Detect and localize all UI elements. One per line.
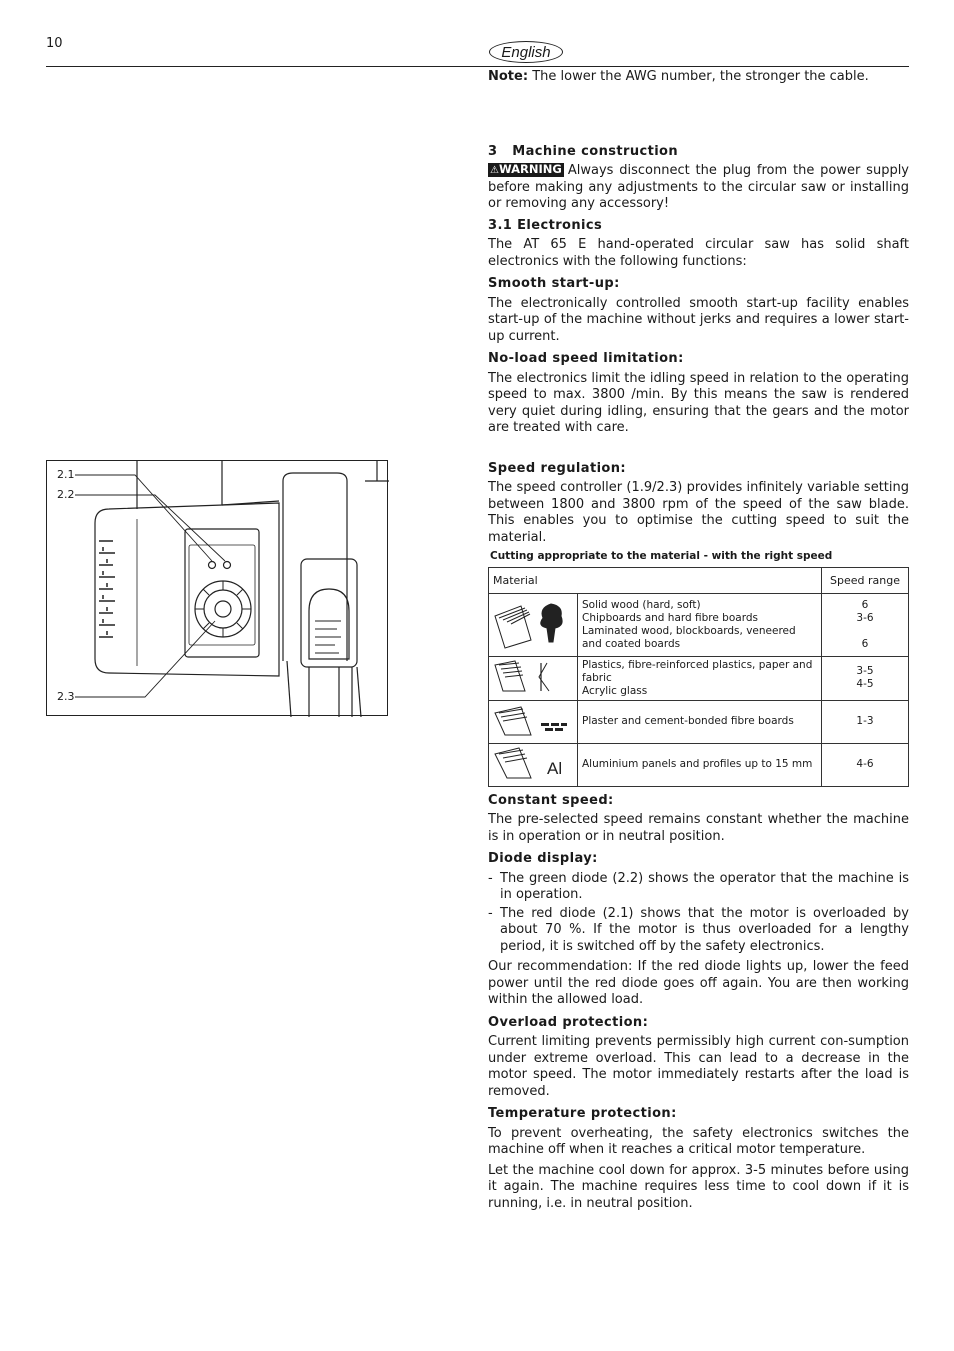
machine-illustration (47, 461, 389, 717)
material-plaster: Plaster and cement-bonded fibre boards (582, 715, 794, 727)
note-text: The lower the AWG number, the stronger the cable. (532, 69, 869, 84)
speed-regulation-text: The speed controller (1.9/2.3) provides infinitely variable setting between 1800 and 3800 rpm of the speed of the saw blade. This enables you to optimise the cutting speed to suit the material. (488, 480, 909, 545)
table-header-row (489, 567, 909, 593)
electronics-intro: The AT 65 E hand-operated circular saw has solid shaft electronics with the following functions: (488, 237, 909, 269)
language-badge: English (489, 41, 563, 63)
smooth-startup-heading: Smooth start-up: (488, 276, 620, 291)
warning-text: Always disconnect the plug from the power supply before making any adjustments to the circular saw or installing or removing any accessory! (488, 163, 909, 211)
wood-materials (578, 593, 822, 656)
plaster-icon (489, 700, 578, 743)
material-chipboards: Chipboards and hard fibre boards (582, 611, 758, 624)
aluminium-materials (578, 743, 822, 786)
speed-laminated-wood: 6 (861, 637, 869, 650)
wood-icon (489, 593, 578, 656)
plastics-materials (578, 656, 822, 700)
constant-speed-text: The pre-selected speed remains constant whether the machine is in operation or in neutral position. (488, 812, 909, 844)
diode-heading: Diode display: (488, 851, 598, 866)
section-3-heading: 3 Machine construction (488, 143, 679, 159)
electronics-heading: 3.1 Electronics (488, 217, 603, 233)
diode-list (488, 871, 909, 956)
warning-paragraph (488, 163, 909, 213)
overload-heading: Overload protection: (488, 1014, 649, 1030)
note-label: Note: (488, 69, 529, 84)
aluminium-symbol: Al (547, 758, 563, 778)
col-material: Material (489, 567, 822, 593)
temperature-heading: Temperature protection: (488, 1106, 677, 1121)
list-item: - The green diode (2.2) shows the operator that the machine is in operation. (488, 871, 909, 904)
wood-speeds (822, 593, 909, 656)
page-number: 10 (46, 36, 63, 51)
table-row (489, 700, 909, 743)
material-plastics: Plastics, fibre-reinforced plastics, paper and fabric (582, 658, 813, 684)
overload-text: Current limiting prevents permissibly high current con-sumption under extreme overload. This can lead to a decrease in the motor speed. The motor immediately restarts after the load is removed. (488, 1034, 909, 1099)
callout-2-1: 2.1 (57, 468, 75, 481)
list-item: - The red diode (2.1) shows that the motor is overloaded by about 70 %. If the motor is thus overloaded for a lengthy period, it is switched off by the safety electronics. (488, 906, 909, 956)
speed-plastics: 3-5 (856, 665, 874, 677)
plastics-icon (489, 656, 578, 700)
speed-regulation-heading: Speed regulation: (488, 460, 627, 476)
diode-recommendation: Our recommendation: If the red diode lights up, lower the feed power until the red diode goes off again. You are then working within the allowed load. (488, 959, 909, 1007)
note (488, 69, 909, 86)
speed-table (488, 567, 909, 787)
warning-triangle-icon: ⚠ (490, 165, 499, 176)
material-solid-wood: Solid wood (hard, soft) (582, 598, 701, 611)
speed-chipboards: 3-6 (856, 611, 874, 624)
smooth-startup-text: The electronically controlled smooth start-up facility enables start-up of the machine without jerks and requires a lower start-up current. (488, 295, 909, 344)
warning-badge: ⚠WARNING (490, 162, 562, 176)
speed-solid-wood: 6 (861, 598, 869, 611)
speed-acrylic: 4-5 (856, 678, 874, 690)
speed-aluminium: 4-6 (856, 758, 874, 770)
table-row (489, 743, 909, 786)
table-row (489, 656, 909, 700)
noload-heading: No-load speed limitation: (488, 351, 684, 366)
col-speed-range: Speed range (822, 567, 909, 593)
speed-controller-figure (46, 460, 388, 716)
text-column (488, 69, 909, 1216)
temperature-text-1: To prevent overheating, the safety electronics switches the machine off when it reaches a critical motor temperature. (488, 1125, 909, 1157)
table-caption: Cutting appropriate to the material - with the right speed (490, 550, 833, 562)
material-aluminium: Aluminium panels and profiles up to 15 mm (582, 758, 813, 770)
constant-speed-heading: Constant speed: (488, 792, 614, 808)
plaster-speeds (822, 700, 909, 743)
callout-2-2: 2.2 (57, 488, 75, 501)
speed-plaster: 1-3 (856, 715, 874, 727)
table-row (489, 593, 909, 656)
temperature-text-2: Let the machine cool down for approx. 3-5 minutes before using it again. The machine requires less time to cool down if it is running, i.e. in neutral position. (488, 1162, 909, 1211)
material-laminated-wood: Laminated wood, blockboards, veneered and coated boards (582, 624, 796, 650)
aluminium-icon (489, 743, 578, 786)
noload-text: The electronics limit the idling speed in relation to the operating speed to max. 3800 /min. By this means the saw is rendered very quiet during idling, ensuring that the gears and the motor are treated with care. (488, 370, 909, 435)
plaster-materials (578, 700, 822, 743)
header-rule (46, 66, 909, 67)
material-acrylic: Acrylic glass (582, 684, 648, 697)
plastics-speeds (822, 656, 909, 700)
aluminium-speeds (822, 743, 909, 786)
callout-2-3: 2.3 (57, 690, 75, 703)
